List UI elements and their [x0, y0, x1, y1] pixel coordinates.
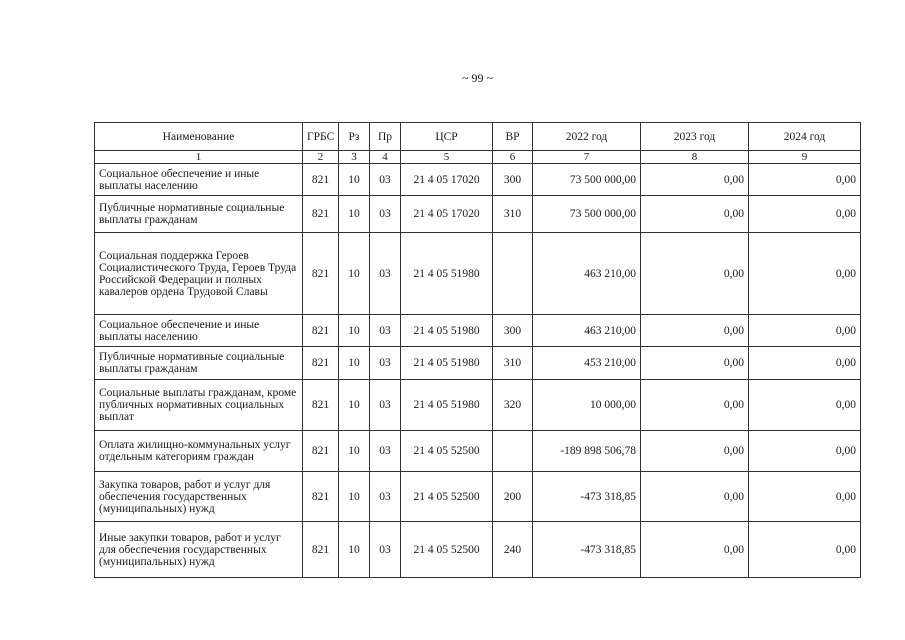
row-csr: 21 4 05 51980	[401, 380, 493, 431]
row-2024: 0,00	[749, 347, 861, 380]
row-2024: 0,00	[749, 164, 861, 196]
row-2024: 0,00	[749, 315, 861, 347]
row-pr: 03	[370, 315, 401, 347]
row-name: Социальное обеспечение и иные выплаты населению	[95, 164, 303, 196]
row-2022: 463 210,00	[533, 233, 641, 315]
row-name: Закупка товаров, работ и услуг для обеспечения государственных (муниципальных) нужд	[95, 472, 303, 522]
row-pr: 03	[370, 347, 401, 380]
row-grbs: 821	[303, 431, 339, 472]
row-grbs: 821	[303, 522, 339, 578]
header-2024: 2024 год	[749, 123, 861, 151]
row-vr	[493, 233, 533, 315]
row-2023: 0,00	[641, 347, 749, 380]
header-grbs: ГРБС	[303, 123, 339, 151]
row-pr: 03	[370, 431, 401, 472]
row-name: Социальное обеспечение и иные выплаты населению	[95, 315, 303, 347]
table-row	[95, 431, 861, 472]
row-csr: 21 4 05 52500	[401, 431, 493, 472]
row-grbs: 821	[303, 164, 339, 196]
table-row	[95, 472, 861, 522]
row-csr: 21 4 05 51980	[401, 347, 493, 380]
row-grbs: 821	[303, 472, 339, 522]
row-vr: 300	[493, 315, 533, 347]
budget-table	[94, 122, 861, 578]
row-csr: 21 4 05 52500	[401, 472, 493, 522]
row-2022: 73 500 000,00	[533, 164, 641, 196]
row-2023: 0,00	[641, 380, 749, 431]
row-2024: 0,00	[749, 196, 861, 233]
row-rz: 10	[339, 347, 370, 380]
row-name: Публичные нормативные социальные выплаты гражданам	[95, 196, 303, 233]
table-row	[95, 164, 861, 196]
column-number-row	[95, 151, 861, 164]
row-2024: 0,00	[749, 522, 861, 578]
table-row	[95, 522, 861, 578]
column-number: 5	[401, 151, 493, 164]
row-pr: 03	[370, 196, 401, 233]
header-name: Наименование	[95, 123, 303, 151]
row-2022: 73 500 000,00	[533, 196, 641, 233]
row-2023: 0,00	[641, 431, 749, 472]
page-number: ~ 99 ~	[462, 71, 493, 85]
row-grbs: 821	[303, 196, 339, 233]
row-vr: 320	[493, 380, 533, 431]
row-2023: 0,00	[641, 522, 749, 578]
row-pr: 03	[370, 522, 401, 578]
column-number: 9	[749, 151, 861, 164]
row-2024: 0,00	[749, 472, 861, 522]
row-vr: 240	[493, 522, 533, 578]
row-rz: 10	[339, 164, 370, 196]
column-number: 3	[339, 151, 370, 164]
row-grbs: 821	[303, 347, 339, 380]
header-2022: 2022 год	[533, 123, 641, 151]
row-csr: 21 4 05 51980	[401, 233, 493, 315]
table-row	[95, 233, 861, 315]
header-2023: 2023 год	[641, 123, 749, 151]
row-vr: 300	[493, 164, 533, 196]
row-name: Социальные выплаты гражданам, кроме публичных нормативных социальных выплат	[95, 380, 303, 431]
row-2022: 10 000,00	[533, 380, 641, 431]
row-csr: 21 4 05 52500	[401, 522, 493, 578]
row-grbs: 821	[303, 315, 339, 347]
row-grbs: 821	[303, 233, 339, 315]
row-2024: 0,00	[749, 233, 861, 315]
row-2022: -473 318,85	[533, 522, 641, 578]
row-2023: 0,00	[641, 196, 749, 233]
row-rz: 10	[339, 233, 370, 315]
row-rz: 10	[339, 196, 370, 233]
table-row	[95, 315, 861, 347]
table-row	[95, 380, 861, 431]
row-rz: 10	[339, 472, 370, 522]
column-number: 6	[493, 151, 533, 164]
row-name: Социальная поддержка Героев Социалистического Труда, Героев Труда Российской Федерации и полных кавалеров ордена Трудовой Славы	[95, 233, 303, 315]
row-2024: 0,00	[749, 431, 861, 472]
column-number: 7	[533, 151, 641, 164]
column-number: 1	[95, 151, 303, 164]
row-2022: 453 210,00	[533, 347, 641, 380]
header-vr: ВР	[493, 123, 533, 151]
row-pr: 03	[370, 233, 401, 315]
column-number: 4	[370, 151, 401, 164]
row-name: Иные закупки товаров, работ и услуг для обеспечения государственных (муниципальных) нужд	[95, 522, 303, 578]
table-row	[95, 196, 861, 233]
row-2022: -189 898 506,78	[533, 431, 641, 472]
row-rz: 10	[339, 315, 370, 347]
row-csr: 21 4 05 51980	[401, 315, 493, 347]
row-name: Оплата жилищно-коммунальных услуг отдельным категориям граждан	[95, 431, 303, 472]
header-pr: Пр	[370, 123, 401, 151]
row-pr: 03	[370, 164, 401, 196]
row-name: Публичные нормативные социальные выплаты гражданам	[95, 347, 303, 380]
row-vr: 200	[493, 472, 533, 522]
row-2022: 463 210,00	[533, 315, 641, 347]
row-pr: 03	[370, 380, 401, 431]
row-rz: 10	[339, 522, 370, 578]
row-2022: -473 318,85	[533, 472, 641, 522]
table-row	[95, 347, 861, 380]
row-rz: 10	[339, 380, 370, 431]
row-csr: 21 4 05 17020	[401, 164, 493, 196]
row-grbs: 821	[303, 380, 339, 431]
row-vr	[493, 431, 533, 472]
row-pr: 03	[370, 472, 401, 522]
row-2024: 0,00	[749, 380, 861, 431]
row-2023: 0,00	[641, 233, 749, 315]
column-number: 2	[303, 151, 339, 164]
row-vr: 310	[493, 347, 533, 380]
row-2023: 0,00	[641, 472, 749, 522]
row-csr: 21 4 05 17020	[401, 196, 493, 233]
row-2023: 0,00	[641, 164, 749, 196]
row-vr: 310	[493, 196, 533, 233]
header-rz: Рз	[339, 123, 370, 151]
header-row	[95, 123, 861, 151]
column-number: 8	[641, 151, 749, 164]
row-rz: 10	[339, 431, 370, 472]
header-csr: ЦСР	[401, 123, 493, 151]
row-2023: 0,00	[641, 315, 749, 347]
